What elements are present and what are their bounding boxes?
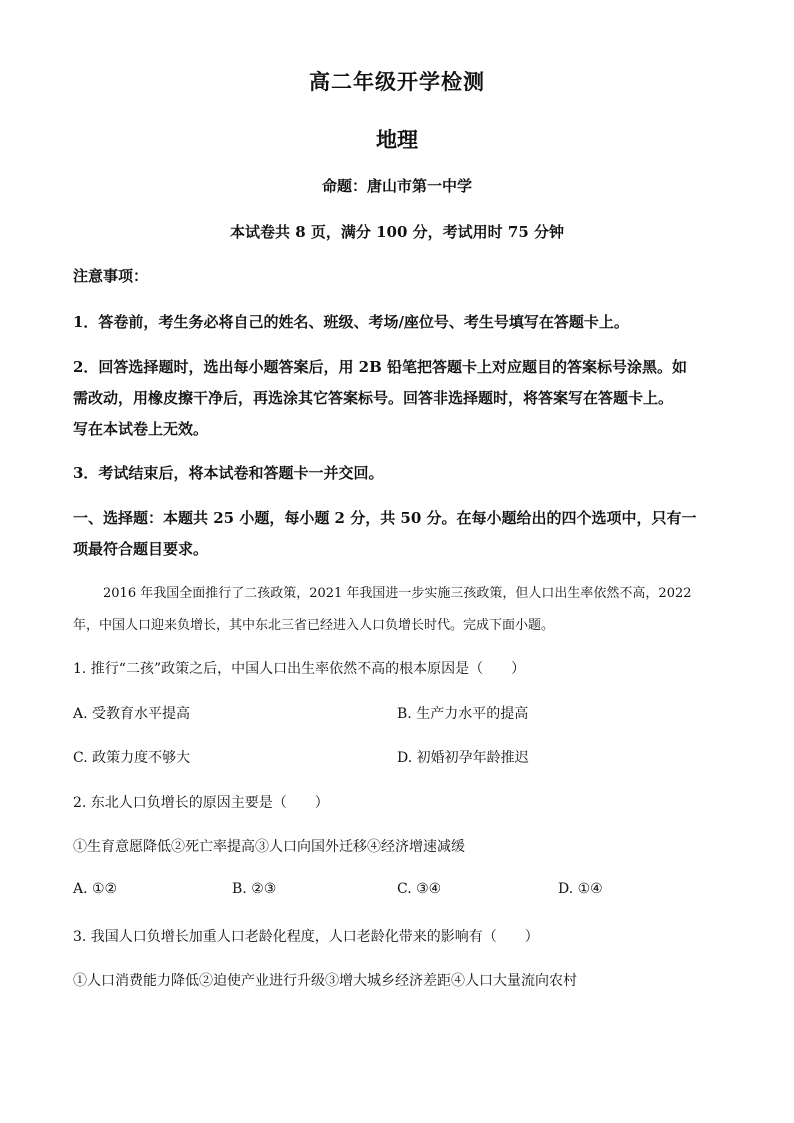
question-2-stem: 2. 东北人口负增长的原因主要是（ ）: [73, 795, 329, 811]
notice-item-2-line-3: 写在本试卷上无效。: [73, 420, 209, 438]
question-1-option-c: C. 政策力度不够大: [73, 750, 191, 766]
author-line: 命题：唐山市第一中学: [321, 177, 472, 195]
section-heading-line-1: 一、选择题：本题共 25 小题，每小题 2 分，共 50 分。在每小题给出的四个选项中，只有一: [73, 509, 697, 527]
question-1-option-d: D. 初婚初孕年龄推迟: [397, 750, 529, 766]
exam-meta: 本试卷共 8 页，满分 100 分，考试用时 75 分钟: [230, 223, 564, 241]
notice-item-2-line-2: 需改动，用橡皮擦干净后，再选涂其它答案标号。回答非选择题时，将答案写在答题卡上。: [73, 389, 674, 407]
question-1-option-b: B. 生产力水平的提高: [397, 706, 529, 722]
question-2-option-d: D. ①④: [558, 881, 603, 897]
question-3-stem: 3. 我国人口负增长加重人口老龄化程度，人口老龄化带来的影响有（ ）: [73, 929, 539, 945]
page-title: 高二年级开学检测: [309, 69, 485, 94]
section-heading-line-2: 项最符合题目要求。: [73, 540, 209, 558]
question-1-option-a: A. 受教育水平提高: [73, 706, 191, 722]
notice-item-2-line-1: 2．回答选择题时，选出每小题答案后，用 2B 铅笔把答题卡上对应题目的答案标号涂黑。如: [73, 358, 688, 376]
intro-line-2: 年，中国人口迎来负增长，其中东北三省已经进入人口负增长时代。完成下面小题。: [73, 618, 555, 633]
notice-item-1: 1．答卷前，考生务必将自己的姓名、班级、考场/座位号、考生号填写在答题卡上。: [73, 313, 629, 331]
question-3-items: ①人口消费能力降低②迫使产业进行升级③增大城乡经济差距④人口大量流向农村: [73, 973, 577, 989]
question-1-stem: 1. 推行“二孩”政策之后，中国人口出生率依然不高的根本原因是（ ）: [73, 661, 526, 677]
question-2-items: ①生育意愿降低②死亡率提高③人口向国外迁移④经济增速减缓: [73, 839, 465, 855]
notice-item-3: 3．考试结束后，将本试卷和答题卡一并交回。: [73, 464, 384, 482]
notice-heading: 注意事项：: [73, 267, 149, 285]
question-2-option-b: B. ②③: [232, 881, 277, 897]
question-2-option-a: A. ①②: [73, 881, 118, 897]
subject-title: 地理: [376, 127, 418, 152]
intro-line-1: 2016 年我国全面推行了二孩政策，2021 年我国进一步实施三孩政策，但人口出生率依然不高，2022: [103, 586, 692, 601]
question-2-option-c: C. ③④: [397, 881, 442, 897]
